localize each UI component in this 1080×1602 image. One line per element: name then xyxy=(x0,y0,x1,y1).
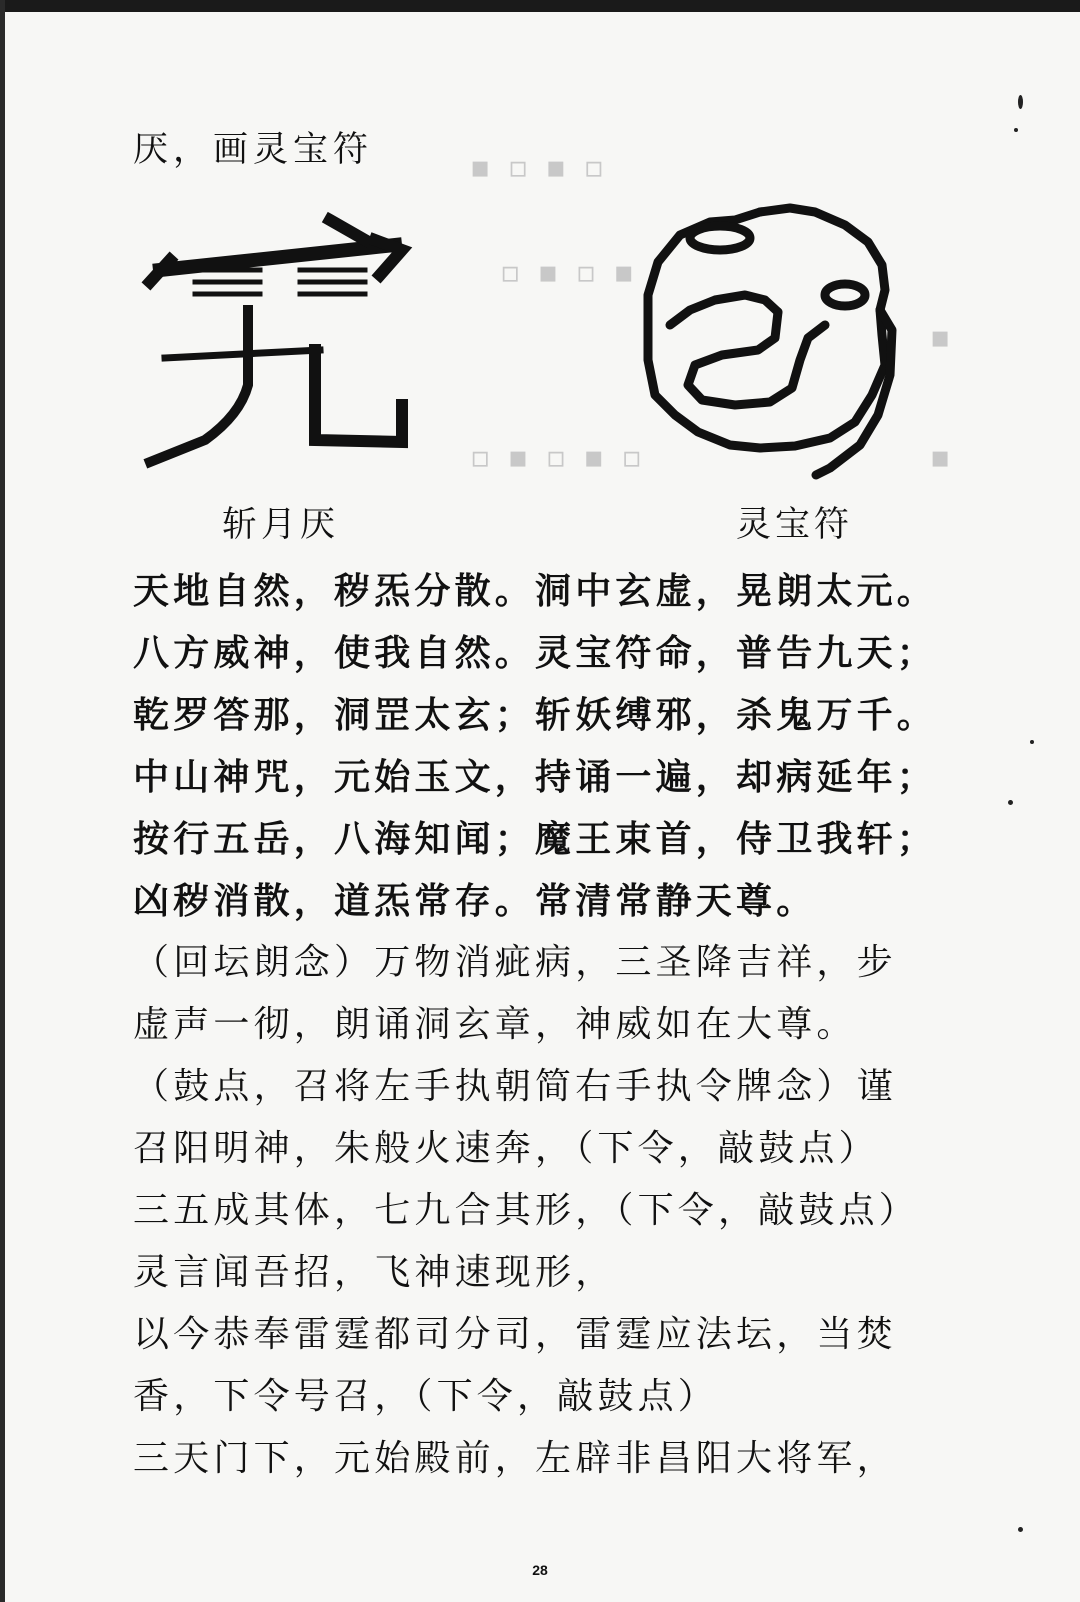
scan-speck xyxy=(1014,128,1018,132)
text-line: 灵言闻吾招，飞神速现形， xyxy=(133,1252,616,1293)
text-line: 中山神咒，元始玉文，持诵一遍，却病延年； xyxy=(133,756,938,798)
incantation-text xyxy=(133,560,963,1490)
scan-speck xyxy=(1008,800,1013,805)
text-line: （鼓点，召将左手执朝简右手执令牌念）谨 xyxy=(133,1066,897,1107)
bleed-through-mark: ▪ xyxy=(930,440,955,475)
scan-speck xyxy=(1030,740,1034,744)
text-line: 按行五岳，八海知闻；魔王束首，侍卫我轩； xyxy=(133,818,938,860)
text-line: 八方威神，使我自然。灵宝符命，普告九天； xyxy=(133,632,938,674)
bleed-through-mark: ▫ ▪ ▫ ▪ ▫ xyxy=(470,440,646,475)
bleed-through-mark: ▪ ▫ ▪ ▫ xyxy=(470,150,608,185)
text-line: 乾罗答那，洞罡太玄；斩妖缚邪，杀鬼万千。 xyxy=(133,694,938,736)
text-line: 虚声一彻，朗诵洞玄章，神威如在大尊。 xyxy=(133,1004,857,1045)
scan-speck xyxy=(1018,95,1023,109)
page-number: 28 xyxy=(532,1562,548,1578)
scan-speck xyxy=(1018,1527,1023,1532)
zhanyueyan-seal-glyph xyxy=(140,200,420,480)
text-line: 三五成其体，七九合其形，（下令，敲鼓点） xyxy=(133,1190,920,1231)
text-line: 天地自然，秽炁分散。洞中玄虚，晃朗太元。 xyxy=(133,570,938,612)
text-line: 凶秽消散，道炁常存。常清常静天尊。 xyxy=(133,880,817,922)
bleed-through-mark: ▫ ▪ ▫ ▪ xyxy=(500,255,638,290)
text-line: 召阳明神，朱般火速奔，（下令，敲鼓点） xyxy=(133,1128,879,1169)
text-line: （回坛朗念）万物消疵病，三圣降吉祥，步 xyxy=(133,942,897,983)
scan-top-edge xyxy=(0,0,1080,12)
right-talisman-caption: 灵宝符 xyxy=(736,505,854,545)
section-heading: 厌，画灵宝符 xyxy=(133,130,374,170)
text-line: 以今恭奉雷霆都司分司，雷霆应法坛，当焚 xyxy=(133,1314,897,1355)
text-line: 香，下令号召，（下令，敲鼓点） xyxy=(133,1376,719,1417)
bleed-through-mark: ▪ xyxy=(930,320,955,355)
text-line: 三天门下，元始殿前，左辟非昌阳大将军， xyxy=(133,1438,897,1479)
scan-left-edge xyxy=(0,0,5,1602)
lingbao-talisman-glyph xyxy=(640,200,905,485)
left-talisman-caption: 斩月厌 xyxy=(222,505,340,545)
